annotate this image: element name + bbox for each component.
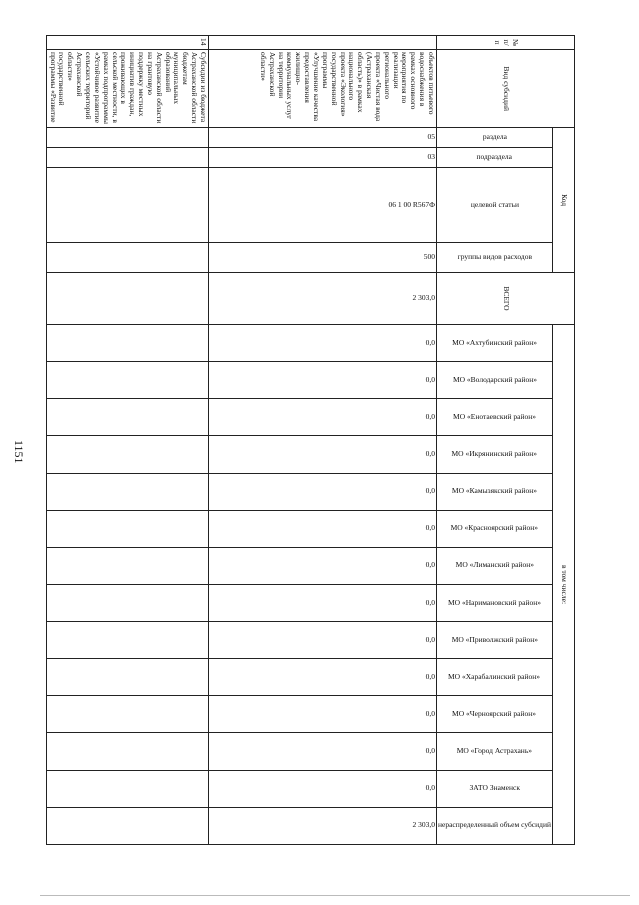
row-value — [46, 473, 208, 510]
row-section: 05 — [208, 128, 436, 148]
header-subsection: подраздела — [436, 148, 552, 168]
header-total: ВСЕГО — [436, 272, 574, 324]
header-municipality: МО «Володарский район» — [436, 362, 552, 399]
row-value — [46, 770, 208, 807]
table-row — [46, 36, 208, 845]
header-code: Код — [553, 128, 575, 273]
subsidy-table — [46, 35, 575, 845]
header-including: в том числе: — [553, 325, 575, 845]
row-value — [46, 547, 208, 584]
row-target-article — [46, 168, 208, 242]
row-value: 0,0 — [208, 659, 436, 696]
row-value: 0,0 — [208, 362, 436, 399]
row-value: 0,0 — [208, 399, 436, 436]
row-value: 0,0 — [208, 622, 436, 659]
header-section: раздела — [436, 128, 552, 148]
header-municipality: нераспределенный объем субсидий — [436, 807, 552, 844]
row-expense-group — [46, 242, 208, 272]
header-municipality: МО «Камызякский район» — [436, 473, 552, 510]
header-municipality: МО «Ахтубинский район» — [436, 325, 552, 362]
row-value: 0,0 — [208, 770, 436, 807]
row-value — [46, 436, 208, 473]
row-value: 0,0 — [208, 733, 436, 770]
header-municipality: МО «Город Астрахань» — [436, 733, 552, 770]
page-bottom-edge — [40, 895, 630, 896]
header-municipality: МО «Енотаевский район» — [436, 399, 552, 436]
row-no: 14 — [46, 36, 208, 50]
header-subsidy-type: Вид субсидий — [436, 50, 574, 128]
row-value: 0,0 — [208, 510, 436, 547]
row-value — [46, 510, 208, 547]
row-value: 2 303,0 — [208, 807, 436, 844]
row-subsection: 03 — [208, 148, 436, 168]
row-value — [46, 622, 208, 659]
header-municipality: МО «Лиманский район» — [436, 547, 552, 584]
row-subsidy-type: объектов питьевого водоснабжения в рамках основного мероприятия по реализации регионального проекта «Чистая вода (Астраханская область)» в рамках национального проекта «Экология» государственной программы «Улучшение качества предоставления жилищно-коммунальных услуг на территории Астраханской области» — [208, 50, 436, 128]
row-value — [46, 807, 208, 844]
row-value: 0,0 — [208, 325, 436, 362]
header-municipality: МО «Харабалинский район» — [436, 659, 552, 696]
page-number: 1151 — [12, 440, 26, 464]
header-municipality: МО «Приволжский район» — [436, 622, 552, 659]
row-total: 2 303,0 — [208, 272, 436, 324]
header-municipality: МО «Наримановский район» — [436, 584, 552, 621]
header-no: № п/п — [436, 36, 574, 50]
row-expense-group: 500 — [208, 242, 436, 272]
header-municipality: ЗАТО Знаменск — [436, 770, 552, 807]
row-value — [46, 399, 208, 436]
header-target-article: целевой статьи — [436, 168, 552, 242]
table-row — [208, 36, 436, 845]
row-value: 0,0 — [208, 696, 436, 733]
row-value: 0,0 — [208, 436, 436, 473]
row-value — [46, 325, 208, 362]
row-value: 0,0 — [208, 547, 436, 584]
row-value — [46, 733, 208, 770]
row-value — [46, 696, 208, 733]
row-value — [46, 584, 208, 621]
rotated-table-container — [48, 35, 575, 845]
row-target-article: 06 1 00 R567Ф — [208, 168, 436, 242]
row-subsection — [46, 148, 208, 168]
row-value — [46, 362, 208, 399]
header-municipality: МО «Икрянинский район» — [436, 436, 552, 473]
row-value: 0,0 — [208, 584, 436, 621]
row-subsidy-type: Субсидии из бюджета Астраханской области бюджетам муниципальных образований Астраханской области на грантовую поддержку местных инициатив граждан, проживающих в сельской местности, в рамках подпрограммы «Устойчивое развитие сельских территорий Астраханской области» государственной программы «Развитие — [46, 50, 208, 128]
header-expense-group: группы видов расходов — [436, 242, 552, 272]
row-section — [46, 128, 208, 148]
header-municipality: МО «Черноярский район» — [436, 696, 552, 733]
row-value — [46, 659, 208, 696]
row-no — [208, 36, 436, 50]
header-municipality: МО «Красноярский район» — [436, 510, 552, 547]
row-total — [46, 272, 208, 324]
row-value: 0,0 — [208, 473, 436, 510]
